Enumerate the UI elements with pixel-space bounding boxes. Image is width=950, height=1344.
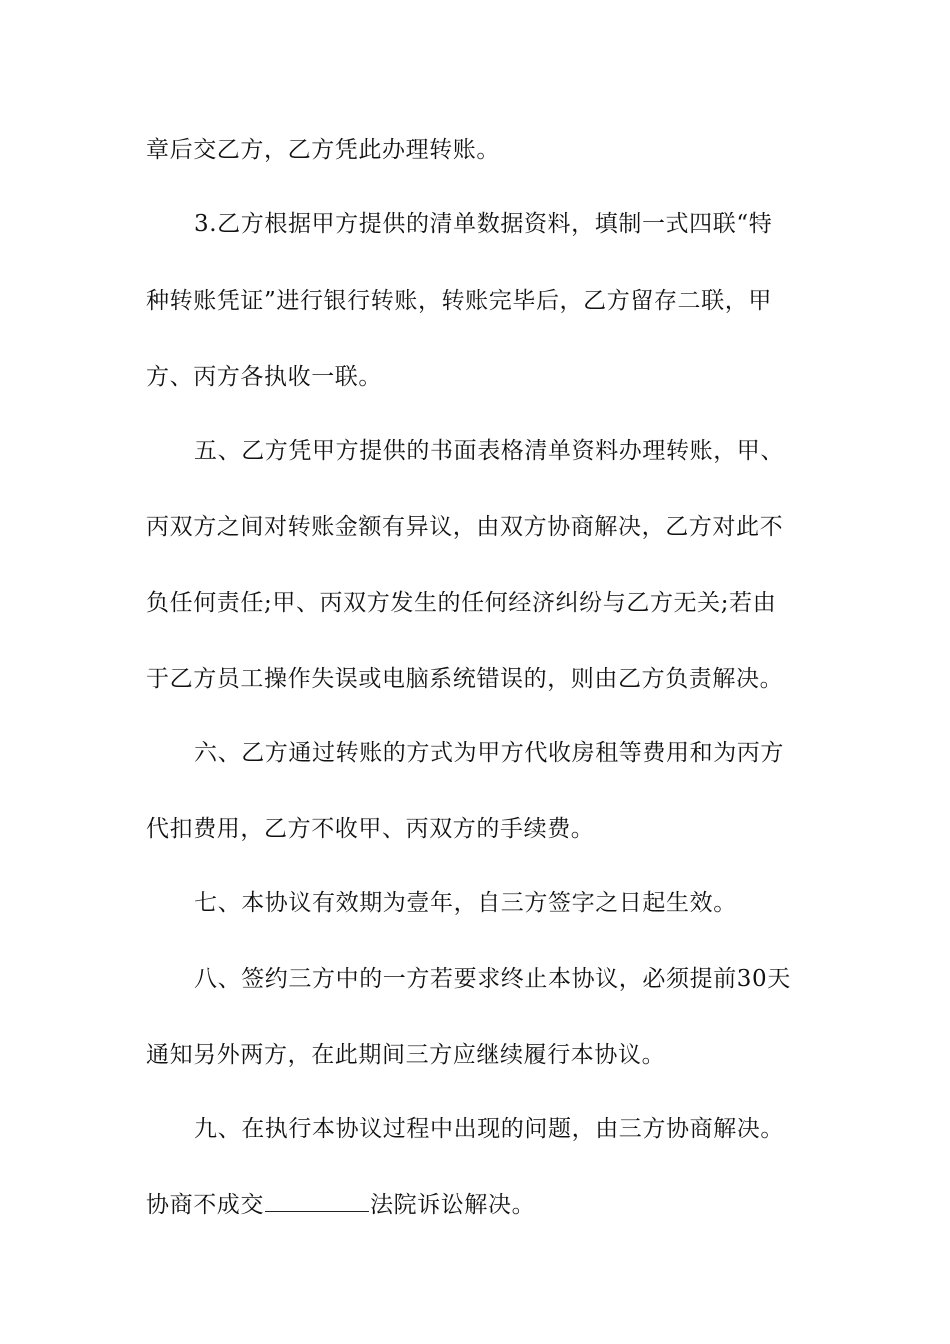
paragraph-line-7: 负任何责任;甲、丙双方发生的任何经济纠纷与乙方无关;若由 <box>146 590 777 616</box>
paragraph-line-14: 九、在执行本协议过程中出现的问题，由三方协商解决。 <box>194 1116 784 1142</box>
paragraph-line-3: 种转账凭证”进行银行转账，转账完毕后，乙方留存二联，甲 <box>146 288 772 314</box>
text-after-blank: 法院诉讼解决。 <box>370 1192 536 1218</box>
text-before-blank: 协商不成交 <box>146 1192 264 1218</box>
paragraph-line-2: 3.乙方根据甲方提供的清单数据资料，填制一式四联“特 <box>194 211 773 237</box>
paragraph-line-11: 七、本协议有效期为壹年，自三方签字之日起生效。 <box>194 890 737 916</box>
paragraph-line-15 <box>146 1185 826 1225</box>
paragraph-line-9: 六、乙方通过转账的方式为甲方代收房租等费用和为丙方 <box>194 740 784 766</box>
paragraph-line-8: 于乙方员工操作失误或电脑系统错误的，则由乙方负责解决。 <box>146 666 784 692</box>
paragraph-line-12: 八、签约三方中的一方若要求终止本协议，必须提前30天 <box>194 966 791 992</box>
paragraph-line-6: 丙双方之间对转账金额有异议，由双方协商解决，乙方对此不 <box>146 514 784 540</box>
paragraph-line-4: 方、丙方各执收一联。 <box>146 364 382 390</box>
paragraph-line-5: 五、乙方凭甲方提供的书面表格清单资料办理转账，甲、 <box>194 438 784 464</box>
fill-in-blank <box>265 1210 369 1212</box>
paragraph-line-1: 章后交乙方，乙方凭此办理转账。 <box>146 137 500 163</box>
paragraph-line-10: 代扣费用，乙方不收甲、丙双方的手续费。 <box>146 816 595 842</box>
paragraph-line-13: 通知另外两方，在此期间三方应继续履行本协议。 <box>146 1042 666 1068</box>
